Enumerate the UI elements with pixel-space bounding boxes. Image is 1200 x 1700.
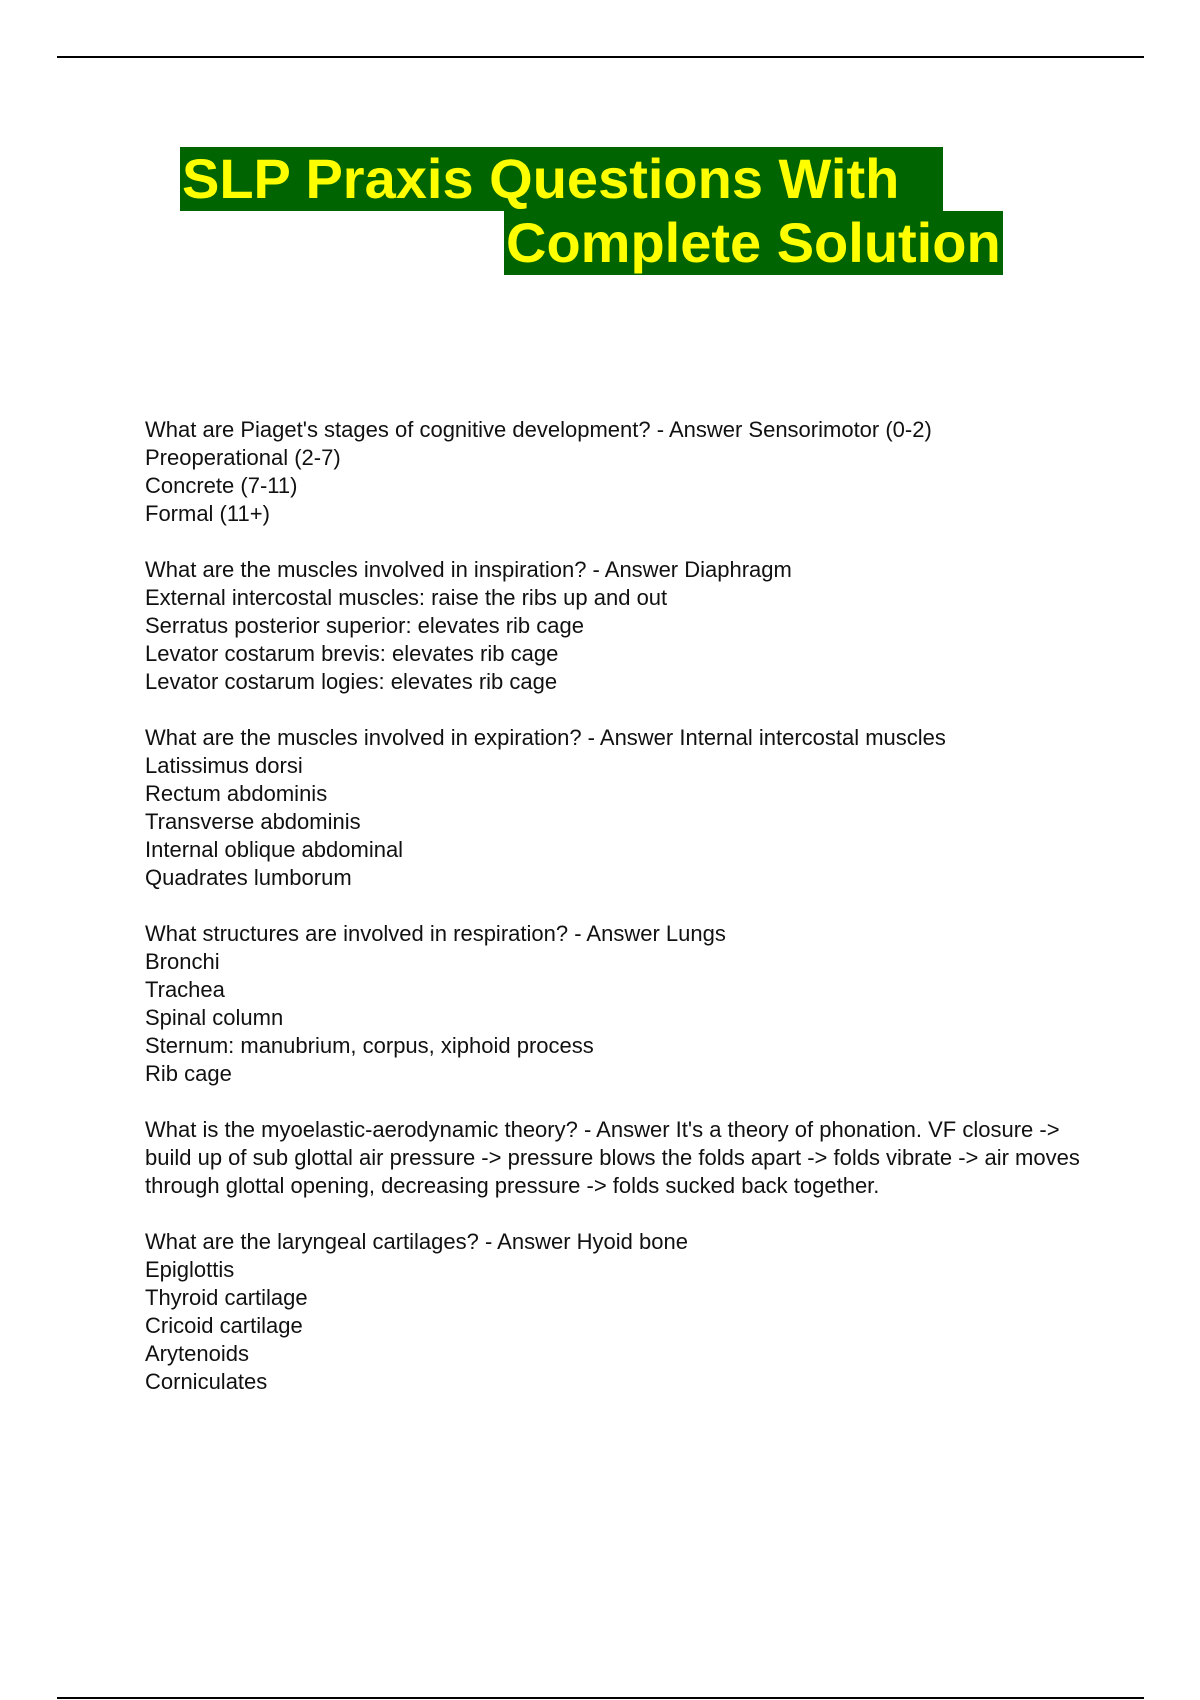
qa-question: What are the muscles involved in expiration? - Answer Internal intercostal muscles bbox=[145, 725, 946, 750]
qa-question: What is the myoelastic-aerodynamic theory? - Answer It's a theory of phonation. VF closure -> build up of sub glottal air pressure -> pressure blows the folds apart -> folds vibrate -> air moves through glottal opening, decreasing pressure -> folds sucked back together. bbox=[145, 1117, 1080, 1198]
qa-answer-line: Preoperational (2-7) bbox=[145, 445, 341, 470]
qa-answer-line: Bronchi bbox=[145, 949, 220, 974]
qa-answer-line: Arytenoids bbox=[145, 1341, 249, 1366]
qa-answer-line: Spinal column bbox=[145, 1005, 284, 1030]
qa-block-myoelastic bbox=[145, 1116, 1105, 1200]
qa-answer-line: Serratus posterior superior: elevates rib cage bbox=[145, 613, 584, 638]
qa-answer-line: Levator costarum logies: elevates rib cage bbox=[145, 669, 558, 694]
qa-block-laryngeal bbox=[145, 1228, 1105, 1396]
qa-answer-line: Levator costarum brevis: elevates rib cage bbox=[145, 641, 559, 666]
qa-answer-line: Cricoid cartilage bbox=[145, 1313, 303, 1338]
qa-answer-line: External intercostal muscles: raise the ribs up and out bbox=[145, 585, 668, 610]
qa-answer-line: Quadrates lumborum bbox=[145, 865, 352, 890]
qa-answer-line: Sternum: manubrium, corpus, xiphoid process bbox=[145, 1033, 594, 1058]
document-title-line-2: Complete Solution bbox=[506, 211, 1001, 274]
qa-block-piaget bbox=[145, 416, 1105, 528]
qa-answer-line: Latissimus dorsi bbox=[145, 753, 303, 778]
qa-answer-line: Rectum abdominis bbox=[145, 781, 328, 806]
qa-question: What are the muscles involved in inspiration? - Answer Diaphragm bbox=[145, 557, 792, 582]
qa-block-expiration bbox=[145, 724, 1105, 892]
qa-answer-line: Formal (11+) bbox=[145, 501, 270, 526]
qa-list bbox=[145, 416, 1105, 1424]
top-divider bbox=[57, 56, 1144, 58]
qa-question: What are Piaget's stages of cognitive development? - Answer Sensorimotor (0-2) bbox=[145, 417, 932, 442]
qa-block-inspiration bbox=[145, 556, 1105, 696]
qa-answer-line: Transverse abdominis bbox=[145, 809, 361, 834]
document-title-line-1: SLP Praxis Questions With bbox=[180, 147, 943, 211]
qa-answer-line: Thyroid cartilage bbox=[145, 1285, 308, 1310]
qa-answer-line: Rib cage bbox=[145, 1061, 232, 1086]
qa-answer-line: Trachea bbox=[145, 977, 225, 1002]
qa-answer-line: Internal oblique abdominal bbox=[145, 837, 404, 862]
bottom-divider bbox=[57, 1697, 1144, 1699]
qa-question: What are the laryngeal cartilages? - Answer Hyoid bone bbox=[145, 1229, 688, 1254]
qa-answer-line: Epiglottis bbox=[145, 1257, 235, 1282]
qa-answer-line: Corniculates bbox=[145, 1369, 268, 1394]
qa-block-respiration bbox=[145, 920, 1105, 1088]
qa-answer-line: Concrete (7-11) bbox=[145, 473, 298, 498]
qa-question: What structures are involved in respiration? - Answer Lungs bbox=[145, 921, 726, 946]
